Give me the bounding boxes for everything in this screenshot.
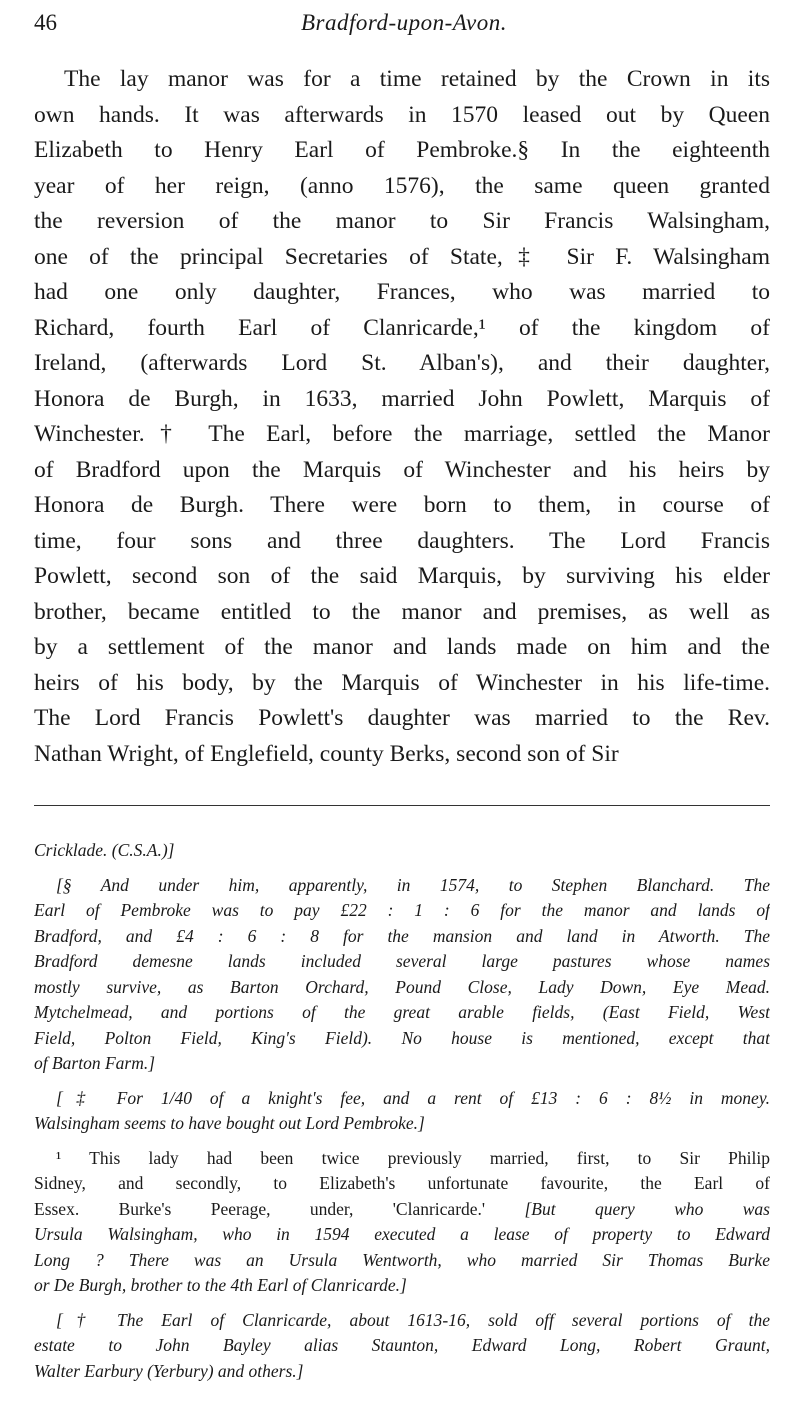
body-line: Honora de Burgh, in 1633, married John Powlett, Marquis of [34, 385, 770, 412]
footnote-line: Cricklade. (C.S.A.)] [34, 840, 175, 860]
running-title: Bradford-upon-Avon. [300, 10, 508, 35]
body-line: by a settlement of the manor and lands made on him and the [34, 634, 770, 660]
footnote-cricklade [34, 838, 770, 864]
footnote-section-mark [34, 873, 770, 1077]
footnote-divider [34, 805, 770, 806]
body-line: one of the principal Secretaries of State,‡ Sir F. Walsingham [34, 243, 770, 270]
footnote-line: [‡ For 1/40 of a knight's fee, and a rent of £13 : 6 : 8½ in money. [56, 1087, 770, 1108]
body-line: own hands. It was afterwards in 1570 leased out by Queen [34, 101, 770, 128]
page-number: 46 [34, 10, 57, 35]
body-line: The lay manor was for a time retained by the Crown in its [64, 66, 770, 92]
footnote-dagger [34, 1308, 770, 1385]
footnote-line: Walter Earbury (Yerbury) and others.] [34, 1360, 304, 1381]
footnote-line [34, 1197, 770, 1223]
body-line: brother, became entitled to the manor and premises, as well as [34, 598, 770, 625]
body-line: the reversion of the manor to Sir Francis Walsingham, [34, 208, 770, 234]
body-line: heirs of his body, by the Marquis of Winchester in his life-time. [34, 669, 770, 696]
body-line: Richard, fourth Earl of Clanricarde,¹ of the kingdom of [34, 314, 770, 341]
body-line: year of her reign, (anno 1576), the same queen granted [34, 172, 770, 199]
body-line: Ireland, (afterwards Lord St. Alban's), and their daughter, [34, 350, 770, 376]
footnote-double-dagger [34, 1086, 770, 1137]
footnote-line: Sidney, and secondly, to Elizabeth's unfortunate favourite, the Earl of [34, 1173, 770, 1193]
page-header [34, 10, 774, 46]
footnote-line: of Barton Farm.] [34, 1053, 156, 1073]
body-line: had one only daughter, Frances, who was married to [34, 279, 770, 305]
footnote-line: Field, Polton Field, King's Field). No house is mentioned, except that [34, 1027, 770, 1048]
footnote-line: estate to John Bayley alias Staunton, Edward Long, Robert Graunt, [34, 1335, 770, 1355]
footnotes [34, 838, 770, 1393]
body-line: time, four sons and three daughters. The Lord Francis [34, 527, 770, 554]
footnote-line: ¹ This lady had been twice previously married, first, to Sir Philip [56, 1147, 770, 1168]
body-line: The Lord Francis Powlett's daughter was married to the Rev. [34, 705, 770, 731]
body-line: Winchester.† The Earl, before the marriage, settled the Manor [34, 421, 770, 447]
footnote-line: Ursula Walsingham, who in 1594 executed a lease of property to Edward [34, 1224, 770, 1244]
footnote-text: Essex. Burke's Peerage, under, 'Clanricarde.' [34, 1198, 486, 1219]
body-line: Elizabeth to Henry Earl of Pembroke.§ In the eighteenth [34, 137, 770, 163]
footnote-one [34, 1146, 770, 1299]
footnote-line: Walsingham seems to have bought out Lord Pembroke.] [34, 1113, 425, 1133]
body-line: Powlett, second son of the said Marquis, by surviving his elder [34, 563, 770, 589]
body-line: Nathan Wright, of Englefield, county Berks, second son of Sir [34, 740, 619, 767]
footnote-line: [§ And under him, apparently, in 1574, to Stephen Blanchard. The [56, 874, 770, 895]
main-paragraph [34, 62, 770, 772]
footnote-line: or De Burgh, brother to the 4th Earl of Clanricarde.] [34, 1275, 407, 1295]
footnote-line: Bradford demesne lands included several large pastures whose names [34, 951, 770, 971]
footnote-line: Bradford, and £4 : 6 : 8 for the mansion and land in Atworth. The [34, 925, 770, 946]
body-line: Honora de Burgh. There were born to them, in course of [34, 492, 770, 518]
footnote-line: Mytchelmead, and portions of the great arable fields, (East Field, West [34, 1002, 770, 1022]
footnote-line: [† The Earl of Clanricarde, about 1613-16, sold off several portions of the [56, 1309, 770, 1330]
footnote-line: Earl of Pembroke was to pay £22 : 1 : 6 for the manor and lands of [34, 900, 770, 920]
footnote-query: [But query who was [524, 1198, 770, 1219]
footnote-line: Long ? There was an Ursula Wentworth, who married Sir Thomas Burke [34, 1249, 770, 1270]
body-line: of Bradford upon the Marquis of Winchester and his heirs by [34, 456, 770, 483]
footnote-line: mostly survive, as Barton Orchard, Pound Close, Lady Down, Eye Mead. [34, 976, 770, 997]
